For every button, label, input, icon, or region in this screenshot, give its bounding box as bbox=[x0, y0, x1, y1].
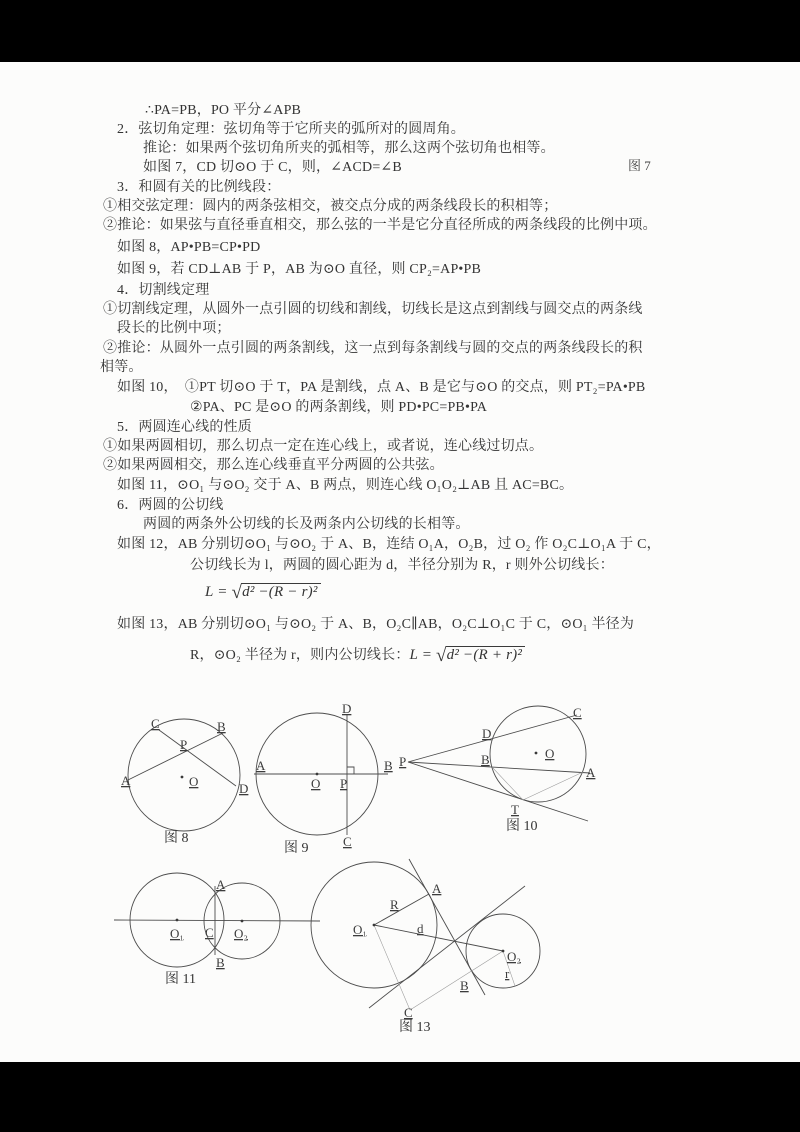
center-dot bbox=[316, 773, 319, 776]
label-O2: O₂ bbox=[234, 926, 248, 941]
label-r: r bbox=[505, 966, 510, 981]
label-O1: O₁ bbox=[170, 926, 184, 941]
label-O: O bbox=[311, 776, 321, 791]
label-P: P bbox=[180, 737, 188, 752]
text-line: 如图 11，⊙O₁ 与⊙O₂ 交于 A、B 两点，则连心线 O₁O₂⊥AB 且 AC=BC。 bbox=[117, 478, 574, 493]
text-line: ①切割线定理，从圆外一点引圆的切线和割线，切线长是这点到割线与圆交点的两条线 bbox=[103, 302, 643, 317]
label-D: D bbox=[239, 781, 249, 796]
figure-9-diagram bbox=[248, 702, 396, 856]
center-distance-d bbox=[374, 925, 503, 951]
label-A: A bbox=[586, 765, 596, 780]
sqrt-symbol: √ bbox=[436, 645, 447, 666]
label-B: B bbox=[384, 758, 393, 773]
label-C: C bbox=[404, 1005, 413, 1020]
figure-11-svg bbox=[112, 860, 327, 992]
label-D: D bbox=[482, 726, 492, 741]
label-D: D bbox=[342, 702, 352, 716]
circle-O bbox=[490, 706, 586, 802]
text-line: 推论：如果两个弦切角所夹的弧相等，那么这两个弦切角也相等。 bbox=[143, 141, 555, 156]
chord-AB bbox=[128, 733, 223, 780]
figure-10-diagram bbox=[398, 698, 600, 836]
circle-O bbox=[128, 719, 240, 831]
label-A: A bbox=[256, 758, 266, 773]
text-line: 5．两圆连心线的性质 bbox=[117, 420, 252, 435]
right-angle-mark bbox=[347, 767, 354, 774]
figure-9-svg bbox=[248, 702, 396, 856]
center-dot bbox=[181, 776, 184, 779]
center-dot-O1 bbox=[176, 919, 179, 922]
label-B: B bbox=[481, 752, 490, 767]
text-line: 4．切割线定理 bbox=[117, 283, 210, 298]
figure-13-caption: 图 13 bbox=[399, 1020, 431, 1035]
scan-border-bottom bbox=[0, 1062, 800, 1132]
figure-11-diagram bbox=[112, 860, 327, 992]
formula-radicand: d² −(R − r)² bbox=[241, 583, 320, 600]
center-dot-O1 bbox=[373, 924, 376, 927]
label-T: T bbox=[511, 802, 519, 817]
text-line: 如图 8，AP•PB=CP•PD bbox=[117, 240, 261, 255]
label-P: P bbox=[399, 754, 407, 769]
text-line: 3．和圆有关的比例线段： bbox=[117, 180, 281, 195]
figure-13-diagram bbox=[303, 853, 591, 1041]
label-C: C bbox=[343, 834, 352, 849]
label-A: A bbox=[432, 881, 442, 896]
text-line: ②PA、PC 是⊙O 的两条割线，则 PD•PC=PB•PA bbox=[190, 400, 488, 415]
figure-9-caption: 图 9 bbox=[284, 841, 309, 856]
label-O2: O₂ bbox=[507, 949, 521, 964]
center-dot bbox=[535, 752, 538, 755]
text-line: ②推论：如果弦与直径垂直相交，那么弦的一半是它分直径所成的两条线段的比例中项。 bbox=[103, 218, 657, 233]
formula-prefix-text: R，⊙O₂ 半径为 r，则内公切线长： bbox=[190, 648, 410, 663]
text-line: 如图 7，CD 切⊙O 于 C，则，∠ACD=∠B bbox=[143, 160, 402, 175]
document-page bbox=[0, 62, 800, 1062]
formula-radicand: d² −(R + r)² bbox=[446, 646, 525, 663]
text-line: 2．弦切角定理：弦切角等于它所夹的弧所对的圆周角。 bbox=[117, 122, 465, 137]
center-dot-O2 bbox=[241, 920, 244, 923]
internal-tangent-formula-line bbox=[190, 647, 525, 664]
figure-11-caption: 图 11 bbox=[165, 972, 196, 987]
label-B: B bbox=[216, 955, 225, 970]
external-tangent-formula bbox=[205, 584, 321, 601]
label-C: C bbox=[573, 705, 582, 720]
text-line: ∴PA=PB，PO 平分∠APB bbox=[145, 103, 302, 118]
sqrt-symbol: √ bbox=[231, 582, 243, 603]
construction-O1C bbox=[374, 925, 410, 1010]
text-line: 如图 13，AB 分别切⊙O₁ 与⊙O₂ 于 A、B，O₂C∥AB，O₂C⊥O₁C 于 C，⊙O₁ 半径为 bbox=[117, 617, 635, 632]
text-line: ②如果两圆相交，那么连心线垂直平分两圆的公共弦。 bbox=[103, 458, 444, 473]
construction-CO2 bbox=[410, 951, 503, 1010]
scan-border-top bbox=[0, 0, 800, 62]
figure7-side-label: 图 7 bbox=[628, 158, 651, 173]
label-C: C bbox=[151, 716, 160, 731]
formula-lhs: L = bbox=[205, 584, 232, 600]
text-line: 段长的比例中项； bbox=[117, 321, 231, 336]
label-B: B bbox=[217, 719, 226, 734]
figure-10-svg bbox=[398, 698, 600, 836]
figure-13-svg bbox=[303, 853, 591, 1041]
label-O: O bbox=[189, 774, 199, 789]
center-line-O1O2 bbox=[114, 920, 320, 921]
text-line: ①相交弦定理：圆内的两条弦相交，被交点分成的两条线段长的积相等； bbox=[103, 199, 558, 214]
text-line: 两圆的两条外公切线的长及两条内公切线的长相等。 bbox=[143, 517, 470, 532]
label-C: C bbox=[205, 925, 214, 940]
figure-8-svg bbox=[120, 708, 255, 848]
label-O1: O₁ bbox=[353, 922, 367, 937]
text-line: 如图 9，若 CD⊥AB 于 P，AB 为⊙O 直径，则 CP₂=AP•PB bbox=[117, 262, 482, 277]
center-dot-O2 bbox=[502, 950, 505, 953]
figure-8-caption: 图 8 bbox=[164, 831, 189, 846]
text-line: 如图 10， ①PT 切⊙O 于 T，PA 是割线，点 A、B 是它与⊙O 的交点，则 PT₂=PA•PB bbox=[117, 380, 646, 395]
figure-8-diagram bbox=[120, 708, 255, 848]
label-d: d bbox=[417, 921, 424, 936]
text-line: 相等。 bbox=[100, 360, 143, 375]
text-line: ②推论：从圆外一点引圆的两条割线，这一点到每条割线与圆的交点的两条线段长的积 bbox=[103, 341, 643, 356]
text-line: ①如果两圆相切，那么切点一定在连心线上，或者说，连心线过切点。 bbox=[103, 439, 544, 454]
label-A: A bbox=[121, 773, 131, 788]
label-P: P bbox=[340, 776, 348, 791]
text-line: 公切线长为 l，两圆的圆心距为 d，半径分别为 R，r 则外公切线长： bbox=[190, 558, 614, 573]
label-A: A bbox=[216, 877, 226, 892]
label-R: R bbox=[390, 897, 399, 912]
label-B: B bbox=[460, 978, 469, 993]
text-line: 如图 12，AB 分别切⊙O₁ 与⊙O₂ 于 A、B，连结 O₁A，O₂B，过 O₂ 作 O₂C⊥O₁A 于 C， bbox=[117, 537, 661, 552]
text-line: 6．两圆的公切线 bbox=[117, 498, 224, 513]
figure-10-caption: 图 10 bbox=[506, 819, 538, 834]
formula-lhs: L = bbox=[409, 647, 437, 663]
label-O: O bbox=[545, 746, 555, 761]
